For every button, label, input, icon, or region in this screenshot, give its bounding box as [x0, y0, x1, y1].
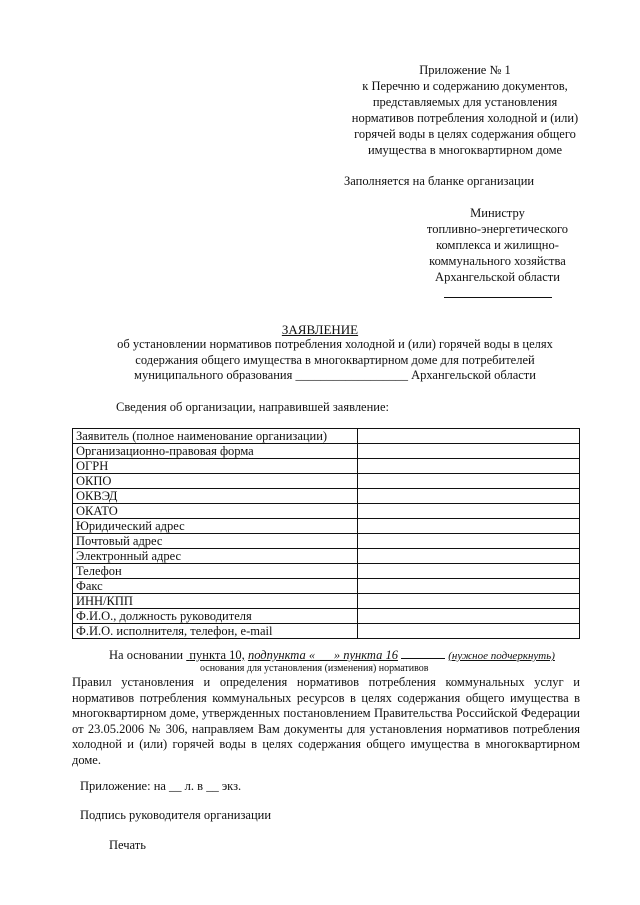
row-label: Юридический адрес [73, 519, 358, 534]
org-info-table [72, 428, 580, 639]
addressee-line: комплекса и жилищно- [436, 238, 559, 252]
basis-line [109, 648, 555, 663]
appendix-block [340, 62, 590, 158]
letterhead-note: Заполняется на бланке организации [344, 174, 535, 188]
statement-title: ЗАЯВЛЕНИЕ [281, 322, 359, 337]
statement-line: содержания общего имущества в многоквартирном доме для потребителей [135, 352, 535, 367]
table-row [73, 474, 580, 489]
statement-paragraph: Правил установления и определения нормативов потребления коммунальных услуг и нормативов потребления коммунальных ресурсов в целях содержания общего имущества в многоквартирном доме, утвержденных постановлением Правительства Российской Федерации от 23.05.2006 № 306, направляем Вам документы для установления нормативов потребления холодной и (или) горячей воды в целях содержания общего имущества в многоквартирном доме. [72, 675, 580, 767]
table-row [73, 579, 580, 594]
row-value-field[interactable] [358, 504, 580, 519]
table-row [73, 549, 580, 564]
row-value-field[interactable] [358, 444, 580, 459]
basis-note: основания для установления (изменения) нормативов [200, 663, 429, 674]
row-label: Ф.И.О. исполнителя, телефон, e-mail [73, 624, 358, 639]
attachment-line: Приложение: на __ л. в __ экз. [80, 779, 242, 793]
row-value-field[interactable] [358, 429, 580, 444]
signature-line: Подпись руководителя организации [80, 808, 272, 822]
row-label: Заявитель (полное наименование организации) [73, 429, 358, 444]
row-label: ОКАТО [73, 504, 358, 519]
row-value-field[interactable] [358, 489, 580, 504]
row-value-field[interactable] [358, 474, 580, 489]
row-value-field[interactable] [358, 579, 580, 594]
table-row [73, 504, 580, 519]
row-value-field[interactable] [358, 594, 580, 609]
row-value-field[interactable] [358, 459, 580, 474]
table-row [73, 609, 580, 624]
statement-subtitle [95, 337, 575, 384]
table-row [73, 489, 580, 504]
row-label: Организационно-правовая форма [73, 444, 358, 459]
table-row [73, 594, 580, 609]
row-value-field[interactable] [358, 564, 580, 579]
appendix-line: имущества в многоквартирном доме [367, 143, 563, 157]
row-label: ОКВЭД [73, 489, 358, 504]
row-value-field[interactable] [358, 534, 580, 549]
addressee-line: Архангельской области [435, 270, 560, 284]
table-row [73, 429, 580, 444]
appendix-title: Приложение № 1 [419, 63, 511, 77]
row-label: Электронный адрес [73, 549, 358, 564]
table-row [73, 519, 580, 534]
appendix-line: к Перечню и содержанию документов, [362, 79, 568, 93]
row-label: Ф.И.О., должность руководителя [73, 609, 358, 624]
basis-prefix: На основании [109, 648, 184, 662]
row-value-field[interactable] [358, 624, 580, 639]
statement-line: об установлении нормативов потребления холодной и (или) горячей воды в целях [117, 337, 553, 351]
row-value-field[interactable] [358, 549, 580, 564]
appendix-line: горячей воды в целях содержания общего [354, 127, 576, 141]
seal-line: Печать [109, 838, 146, 852]
table-row [73, 444, 580, 459]
table-row [73, 459, 580, 474]
row-label: Факс [73, 579, 358, 594]
row-value-field[interactable] [358, 609, 580, 624]
org-info-heading: Сведения об организации, направившей заявление: [116, 400, 390, 414]
row-label: ОГРН [73, 459, 358, 474]
row-value-field[interactable] [358, 519, 580, 534]
appendix-line: представляемых для установления [372, 95, 558, 109]
row-label: Почтовый адрес [73, 534, 358, 549]
appendix-line: нормативов потребления холодной и (или) [351, 111, 579, 125]
addressee-line: Министру [470, 206, 525, 220]
table-row [73, 534, 580, 549]
addressee-line: коммунального хозяйства [429, 254, 566, 268]
table-row [73, 564, 580, 579]
basis-hint: (нужное подчеркнуть) [448, 650, 555, 662]
statement-line: муниципального образования __________________ Архангельской области [134, 368, 536, 382]
basis-option-sub16[interactable]: подпункта «___» пункта 16 [247, 648, 398, 662]
addressee-underline [444, 289, 552, 298]
table-row [73, 624, 580, 639]
row-label: Телефон [73, 564, 358, 579]
row-label: ИНН/КПП [73, 594, 358, 609]
addressee-block [405, 205, 590, 298]
basis-option-p10[interactable]: пункта 10, [189, 648, 245, 662]
row-label: ОКПО [73, 474, 358, 489]
addressee-line: топливно-энергетического [426, 222, 569, 236]
